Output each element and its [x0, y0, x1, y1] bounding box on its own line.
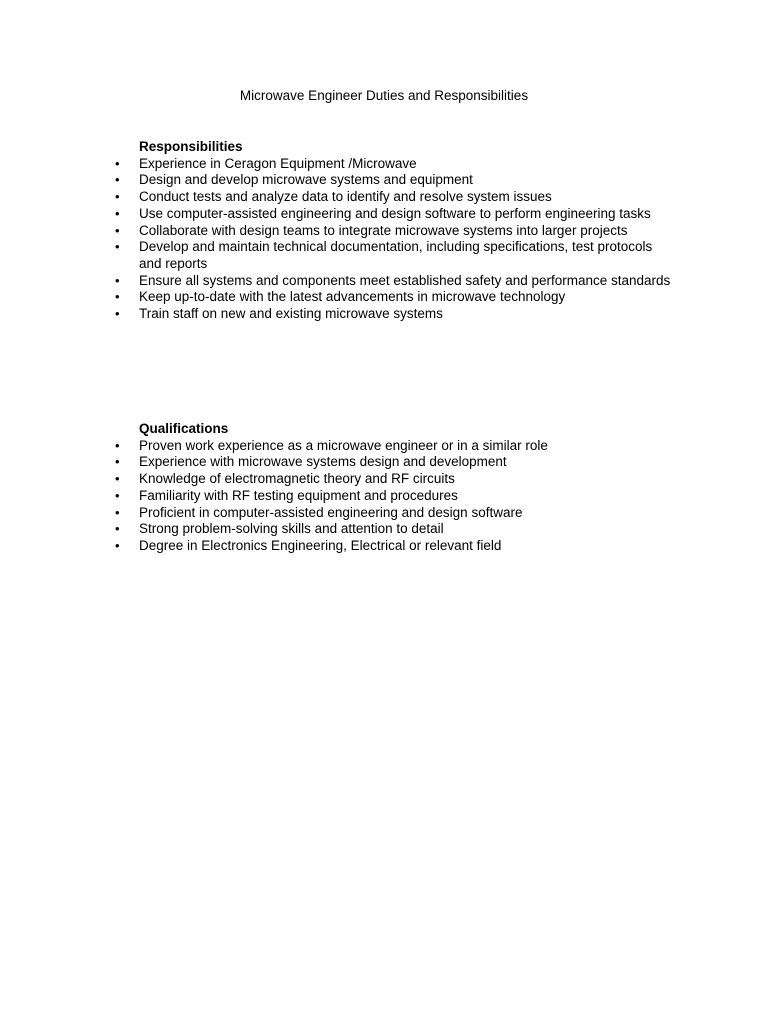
list-item — [113, 239, 673, 272]
qualifications-heading: Qualifications — [139, 421, 229, 436]
list-item-text: Proficient in computer-assisted engineering and design software — [139, 504, 523, 520]
list-item — [113, 471, 673, 488]
bullet-icon: • — [115, 437, 120, 453]
list-item — [113, 454, 673, 471]
list-item-text: Experience in Ceragon Equipment /Microwave — [139, 155, 417, 171]
bullet-icon: • — [115, 504, 120, 520]
list-item-text: Knowledge of electromagnetic theory and RF circuits — [139, 471, 455, 487]
bullet-icon: • — [115, 471, 120, 487]
list-item-text: Experience with microwave systems design and development — [139, 454, 507, 470]
list-item — [113, 306, 673, 323]
list-item — [113, 189, 673, 206]
list-item — [113, 488, 673, 505]
responsibilities-section — [113, 139, 673, 323]
list-item-text: Proven work experience as a microwave engineer or in a similar role — [139, 437, 548, 453]
responsibilities-heading: Responsibilities — [139, 139, 243, 154]
list-item-text: Design and develop microwave systems and equipment — [139, 172, 473, 188]
bullet-icon: • — [115, 205, 120, 221]
list-item-text: Strong problem-solving skills and attention to detail — [139, 521, 444, 537]
list-item-text: Degree in Electronics Engineering, Electrical or relevant field — [139, 537, 502, 553]
list-item-text: Collaborate with design teams to integrate microwave systems into larger projects — [139, 222, 628, 238]
list-item — [113, 438, 673, 455]
list-item — [113, 273, 673, 290]
list-item — [113, 156, 673, 173]
bullet-icon: • — [115, 272, 120, 288]
responsibilities-list — [113, 156, 673, 323]
bullet-icon: • — [115, 222, 120, 238]
document-title: Microwave Engineer Duties and Responsibilities — [239, 88, 529, 103]
list-item-text: Train staff on new and existing microwave systems — [139, 306, 443, 322]
list-item-text: Use computer-assisted engineering and design software to perform engineering tasks — [139, 205, 651, 221]
qualifications-section — [113, 421, 673, 555]
bullet-icon: • — [115, 239, 120, 255]
bullet-icon: • — [115, 537, 120, 553]
bullet-icon: • — [115, 155, 120, 171]
list-item — [113, 172, 673, 189]
bullet-icon: • — [115, 454, 120, 470]
bullet-icon: • — [115, 189, 120, 205]
bullet-icon: • — [115, 521, 120, 537]
list-item — [113, 538, 673, 555]
list-item-text: Conduct tests and analyze data to identify and resolve system issues — [139, 189, 552, 205]
bullet-icon: • — [115, 172, 120, 188]
bullet-icon: • — [115, 306, 120, 322]
list-item-text: Ensure all systems and components meet established safety and performance standards — [139, 272, 671, 288]
bullet-icon: • — [115, 487, 120, 503]
list-item — [113, 206, 673, 223]
bullet-icon: • — [115, 289, 120, 305]
list-item-text: Familiarity with RF testing equipment and procedures — [139, 487, 458, 503]
list-item — [113, 289, 673, 306]
qualifications-list — [113, 438, 673, 555]
list-item — [113, 505, 673, 522]
list-item-text: Keep up-to-date with the latest advancements in microwave technology — [139, 289, 566, 305]
list-item-text: Develop and maintain technical documentation, including specifications, test protocols and reports — [139, 239, 653, 271]
list-item — [113, 223, 673, 240]
list-item — [113, 521, 673, 538]
